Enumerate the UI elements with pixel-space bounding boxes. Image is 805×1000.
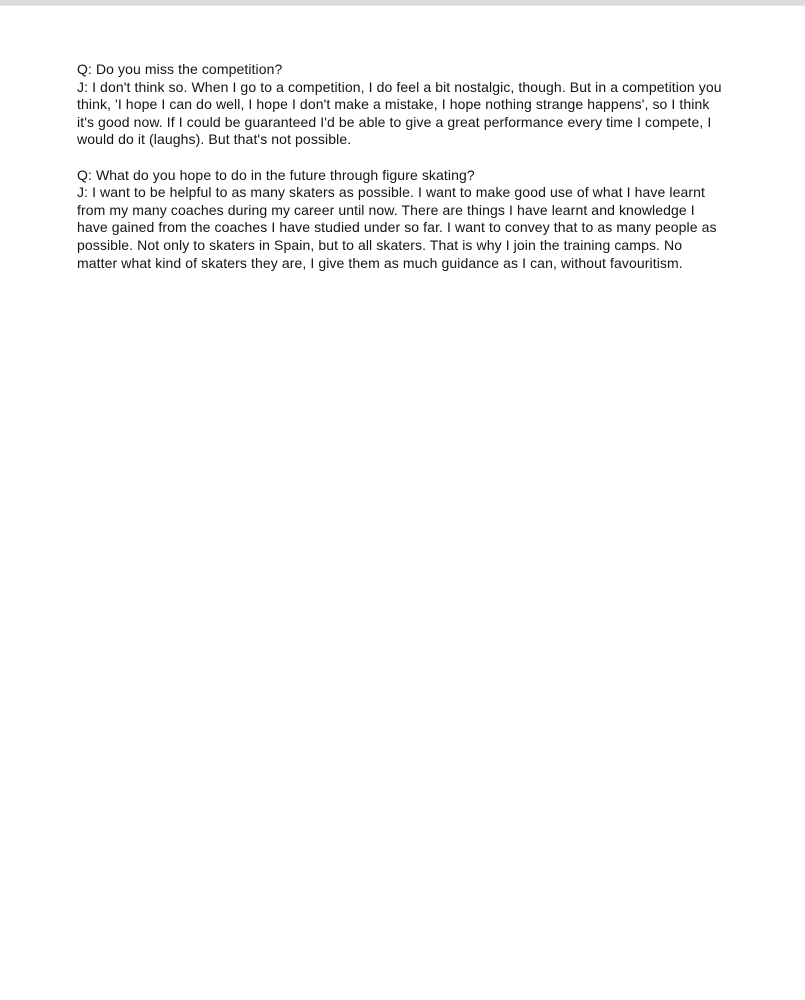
qa-block-competition <box>77 61 725 149</box>
answer-text: J: I want to be helpful to as many skaters as possible. I want to make good use of what I have learnt from my many coaches during my career until now. There are things I have learnt and knowledge I have gained from the coaches I have studied under so far. I want to convey that to as many people as possible. Not only to skaters in Spain, but to all skaters. That is why I join the training camps. No matter what kind of skaters they are, I give them as much guidance as I can, without favouritism. <box>77 184 721 271</box>
question-text: Q: What do you hope to do in the future through figure skating? <box>77 166 475 183</box>
qa-block-future-hopes <box>77 167 725 273</box>
top-divider-bar <box>0 0 805 6</box>
answer-text: J: I don't think so. When I go to a competition, I do feel a bit nostalgic, though. But in a competition you think, 'I hope I can do well, I hope I don't make a mistake, I hope nothing strange happens', so I think it's good now. If I could be guaranteed I'd be able to give a great performance every time I compete, I would do it (laughs). But that's not possible. <box>77 78 726 148</box>
interview-transcript <box>77 61 725 272</box>
question-text: Q: Do you miss the competition? <box>77 61 283 77</box>
